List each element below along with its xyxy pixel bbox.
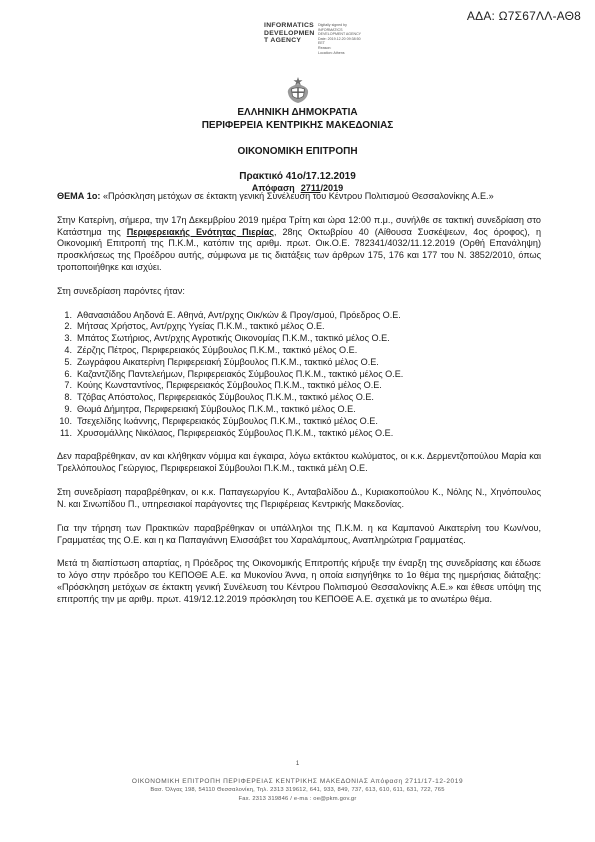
staff-paragraph: Στη συνεδρίαση παραβρέθηκαν, οι κ.κ. Παπαγεωργίου Κ., Ανταβαλίδου Δ., Κυριακοπούλου Κ., Νόλης Ν., Χηνόπουλος Ν. και Σινωπίδου Π., υπηρεσιακοί παράγοντες της Περιφέρειας Κεντρικής Μακεδονίας. — [57, 487, 541, 509]
decision-value: 2711/2019 — [300, 183, 344, 193]
list-item: 7. Κούης Κωνσταντίνος, Περιφερειακός Σύμβουλος Π.Κ.Μ., τακτικό μέλος Ο.Ε. — [64, 380, 382, 391]
list-item: 1. Αθανασιάδου Αηδονά Ε. Αθηνά, Αντ/ρχης Οικ/κών & Προγ/σμού, Πρόεδρος Ο.Ε. — [64, 309, 401, 320]
greek-emblem-icon — [284, 76, 312, 104]
footer-committee-line: ΟΙΚΟΝΟΜΙΚΗ ΕΠΙΤΡΟΠΗ ΠΕΡΙΦΕΡΕΙΑΣ ΚΕΝΤΡΙΚΗΣ ΜΑΚΕΔΟΝΙΑΣ Απόφαση 2711/17-12-2019 — [131, 778, 464, 785]
signature-details: Digitally signed by INFORMATICS DEVELOPMENT AGENCY Date: 2019.12.20 09:38:50 EET Reason: Location: Athens — [318, 23, 362, 55]
list-item: 4. Ζέρζης Πέτρος, Περιφερειακός Σύμβουλος Π.Κ.Μ., τακτικό μέλος Ο.Ε. — [64, 345, 358, 356]
list-item: 6. Καζαντζίδης Παντελεήμων, Περιφερειακός Σύμβουλος Π.Κ.Μ., τακτικό μέλος Ο.Ε. — [64, 368, 404, 379]
committee-title: ΟΙΚΟΝΟΜΙΚΗ ΕΠΙΤΡΟΠΗ — [237, 146, 358, 157]
footer-address-line: Βασ. Όλγας 198, 54110 Θεσσαλονίκη, Τηλ. 2313 319612, 641, 933, 849, 737, 613, 610, 611, 631, 722, 765 — [150, 787, 445, 794]
document-body — [57, 191, 541, 606]
footer-contact-line: Fax. 2313 319846 / e-ma : oe@pkm.gov.gr — [238, 795, 357, 802]
republic-title: ΕΛΛΗΝΙΚΗ ΔΗΜΟΚΡΑΤΙΑ — [237, 107, 358, 118]
document-header — [0, 107, 595, 195]
region-title: ΠΕΡΙΦΕΡΕΙΑ ΚΕΝΤΡΙΚΗΣ ΜΑΚΕΔΟΝΙΑΣ — [201, 119, 394, 131]
subject-text: «Πρόσκληση μετόχων σε έκτακτη γενική Συνέλευση του Κέντρου Πολιτισμού Θεσσαλονίκης Α.Ε.» — [100, 191, 494, 201]
absent-paragraph: Δεν παραβρέθηκαν, αν και κλήθηκαν νόμιμα και έγκαιρα, λόγω εκτάκτου κωλύματος, οι κ.κ. Δερμεντζοπούλου Μαρία και Τρελλόπουλος Γεώργιος, Περιφερειακοί Σύμβουλοι Π.Κ.Μ., τακτικά μέλη Ο.Ε. — [57, 451, 541, 474]
list-item: 3. Μπάτος Σωτήριος, Αντ/ρχης Αγροτικής Οικονομίας Π.Κ.Μ., τακτικό μέλος Ο.Ε. — [64, 333, 390, 344]
list-item: 9. Θωμά Δήμητρα, Περιφερειακή Σύμβουλος Π.Κ.Μ., τακτικό μέλος Ο.Ε. — [64, 404, 356, 415]
subject-label: ΘΕΜΑ 1ο: — [57, 191, 101, 201]
venue-name: Περιφερειακής Ενότητας Πιερίας — [126, 226, 274, 237]
secretaries-paragraph: Για την τήρηση των Πρακτικών παραβρέθηκαν οι υπάλληλοι της Π.Κ.Μ. η κα Καμπανού Αικατερίνη του Κων/νου, Γραμματέας της Ο.Ε. και η κα Παπαγιάννη Ελισσάβετ του Χαραλάμπους, Αναπληρώτρια Γραμματέας. — [57, 522, 541, 545]
list-item: 2. Μήτσας Χρήστος, Αντ/ρχης Υγείας Π.Κ.Μ., τακτικό μέλος Ο.Ε. — [64, 321, 325, 332]
page-number: 1 — [295, 761, 300, 767]
present-heading: Στη συνεδρίαση παρόντες ήταν: — [57, 285, 185, 296]
minutes-number: Πρακτικό 41ο/17.12.2019 — [239, 170, 356, 182]
decision-label: Απόφαση — [251, 183, 295, 193]
ada-code: ΑΔΑ: Ω7Σ67ΛΛ-ΑΘ8 — [466, 9, 581, 23]
list-item: 11. Χρυσομάλλης Νικόλαος, Περιφερειακός Σύμβουλος Π.Κ.Μ., τακτικό μέλος Ο.Ε. — [60, 427, 394, 438]
attendee-list — [57, 310, 541, 440]
subject-paragraph — [57, 191, 541, 203]
page-footer — [0, 778, 595, 804]
list-item: 8. Τζόβας Απόστολος, Περιφερειακός Σύμβουλος Π.Κ.Μ., τακτικό μέλος Ο.Ε. — [64, 392, 374, 403]
list-item: 5. Ζωγράφου Αικατερίνη Περιφερειακή Σύμβουλος Π.Κ.Μ., τακτικό μέλος Ο.Ε. — [64, 356, 379, 367]
intro-paragraph: Στην Κατερίνη, σήμερα, την 17η Δεκεμβρίου 2019 ημέρα Τρίτη και ώρα 12:00 π.μ., συνήλθε σε τακτική συνεδρίαση στο Κατάστημα της Περιφερειακής Ενότητας Πιερίας, 28ης Οκτωβρίου 40 (Αίθουσα Συσκέψεων, 4ος όροφος), η Οικονομική Επιτροπή της Π.Κ.Μ., κατόπιν της αριθμ. πρωτ. Οικ.Ο.Ε. 782341/4032/11.12.2019 (Ορθή Επανάληψη) προσκλήσεως της Προέδρου αυτής, σύμφωνα με τις διατάξεις των άρθρων 175, 176 και 177 του Ν. 3852/2010, όπως τροποποιήθηκε και ισχύει. — [57, 214, 542, 273]
list-item: 10. Τσεχελίδης Ιωάννης, Περιφερειακός Σύμβουλος Π.Κ.Μ., τακτικό μέλος Ο.Ε. — [59, 415, 378, 426]
quorum-paragraph: Μετά τη διαπίστωση απαρτίας, η Πρόεδρος της Οικονομικής Επιτροπής κήρυξε την έναρξη της συνεδρίασης και έδωσε το λόγο στην πρόεδρο του ΚΕΠΟΘΕ Α.Ε. κα Μυκονίου Άννα, η οποία εισηγήθηκε το 1ο θέμα της ημερήσιας διάταξης: «Πρόσκληση μετόχων σε έκτακτη γενική Συνέλευση του Κέντρου Πολιτισμού Θεσσαλονίκης Α.Ε.» και έθεσε υπόψη της επιτροπής την με αριθμ. πρωτ. 419/12.12.2019 πρόσκληση του ΚΕΠΟΘΕ Α.Ε. σχετικά με το ανωτέρω θέμα. — [57, 558, 541, 604]
digital-signature-stamp — [264, 22, 362, 55]
signer-name: INFORMATICS DEVELOPMEN T AGENCY — [264, 22, 315, 45]
